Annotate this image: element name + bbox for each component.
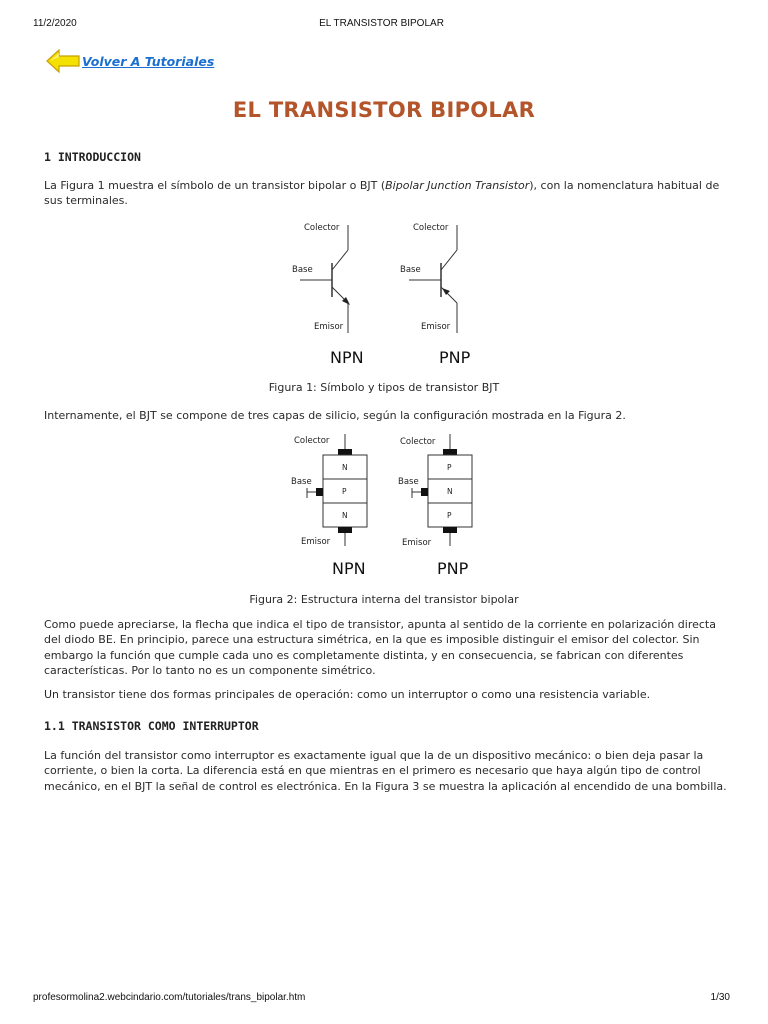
paragraph-operation-modes: Un transistor tiene dos formas principales de operación: como un interruptor o como una resistencia variable. [44,688,651,701]
paragraph-intro-text-a: La Figura 1 muestra el símbolo de un transistor bipolar o BJT ( [44,179,386,192]
print-page-number: 1/30 [710,992,730,1003]
fig2-npn-emitter-label: Emisor [301,537,331,547]
figure-2-caption: Figura 2: Estructura interna del transistor bipolar [249,593,519,606]
fig2-npn-base-label: Base [291,477,312,487]
paragraph-intro-emphasis: Bipolar Junction Transistor [385,179,530,192]
paragraph-internal-structure: Internamente, el BJT se compone de tres capas de silicio, según la configuración mostrada en la Figura 2. [44,409,626,422]
print-footer [33,992,730,1006]
section-heading-introduccion: 1 INTRODUCCION [44,150,141,164]
fig2-pnp-type-label: PNP [437,559,469,578]
print-header [33,18,730,32]
fig1-npn-type-label: NPN [330,348,364,367]
back-to-tutorials-link[interactable]: Volver A Tutoriales [82,53,215,69]
fig1-npn-emitter-label: Emisor [314,322,344,332]
figure-1-caption: Figura 1: Símbolo y tipos de transistor BJT [268,381,500,394]
figure-1-symbols [280,215,500,370]
fig2-pnp-layer-bottom: P [447,511,452,520]
print-title: EL TRANSISTOR BIPOLAR [319,18,444,29]
fig2-pnp-collector-label: Colector [400,437,436,447]
fig2-npn-type-label: NPN [332,559,366,578]
back-arrow-icon[interactable] [46,48,80,74]
paragraph-intro-text-b: ), con la nomenclatura habitual de sus terminales. [44,179,720,208]
print-date: 11/2/2020 [33,18,77,29]
fig2-npn-layer-bottom: N [342,511,348,520]
fig2-pnp-emitter-label: Emisor [402,538,432,548]
fig1-pnp-collector-label: Colector [413,223,449,233]
fig1-npn-collector-label: Colector [304,223,340,233]
fig1-pnp-base-label: Base [400,265,421,275]
fig1-pnp-type-label: PNP [439,348,471,367]
figure-2-layers [285,432,495,580]
print-url: profesormolina2.webcindario.com/tutoriales/trans_bipolar.htm [33,992,306,1003]
paragraph-switch: La función del transistor como interruptor es exactamente igual que la de un dispositivo mecánico: o bien deja pasar la corriente, o bien la corta. La diferencia está en que mientras en el primero es necesario que haya algún tipo de control mecánico, en el BJT la señal de control es electrónica. En la Figura 3 se muestra la aplicación al encendido de una bombilla. [44,749,727,793]
back-to-tutorials[interactable] [46,47,214,75]
fig1-pnp-emitter-label: Emisor [421,322,451,332]
fig2-pnp-layer-mid: N [447,487,453,496]
fig2-npn-layer-mid: P [342,487,347,496]
fig2-pnp-layer-top: P [447,463,452,472]
paragraph-intro [44,178,734,209]
paragraph-arrow-direction: Como puede apreciarse, la flecha que indica el tipo de transistor, apunta al sentido de la corriente en polarización directa del diodo BE. En principio, parece una estructura simétrica, en la que es imposible distinguir el emisor del colector. Sin embargo la función que cumple cada uno es completamente distinta, y en consecuencia, se fabrican con diferentes características. Por lo tanto no es un componente simétrico. [44,618,716,678]
page-title: EL TRANSISTOR BIPOLAR [232,98,536,122]
fig2-npn-layer-top: N [342,463,348,472]
section-heading-interruptor: 1.1 TRANSISTOR COMO INTERRUPTOR [44,719,259,733]
fig1-npn-base-label: Base [292,265,313,275]
fig2-pnp-base-label: Base [398,477,419,487]
fig2-npn-collector-label: Colector [294,436,330,446]
